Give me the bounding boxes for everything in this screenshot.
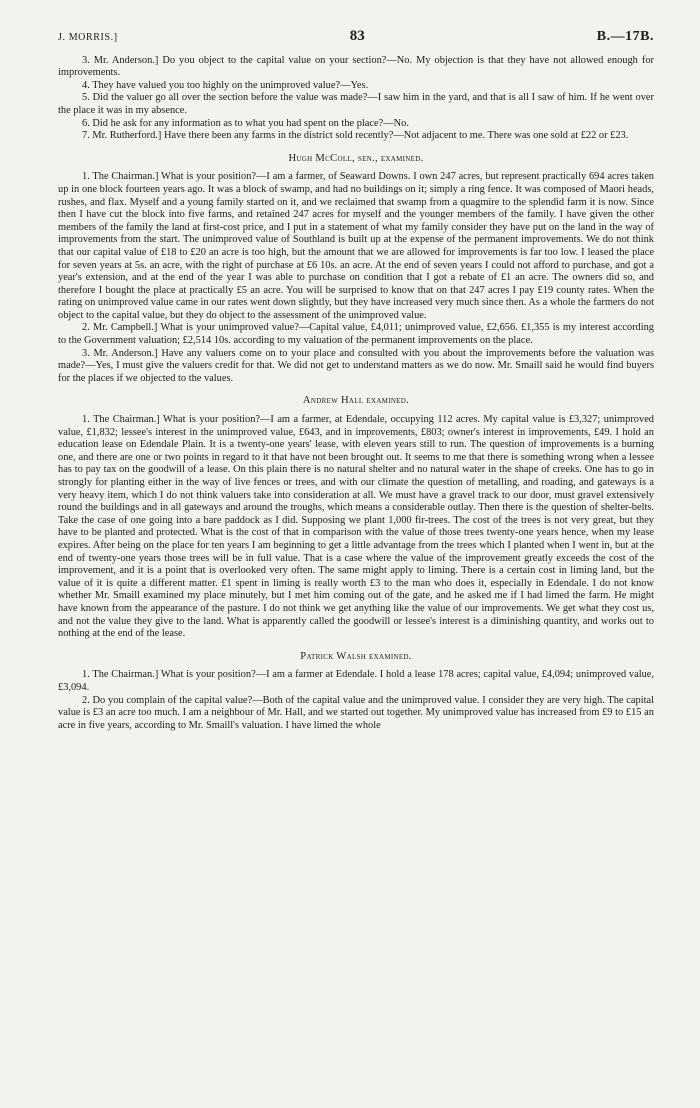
paragraph: 3. Mr. Anderson.] Do you object to the capital value on your section?—No. My objection is that they have not allowed enough for improvements. (58, 54, 654, 79)
paragraph: 6. Did he ask for any information as to what you had spent on the place?—No. (82, 117, 409, 129)
page-number: 83 (349, 28, 365, 44)
section-heading: Patrick Walsh examined. (300, 650, 412, 662)
paragraph: 7. Mr. Rutherford.] Have there been any farms in the district sold recently?—Not adjacent to me. There was one sold at £22 or £23. (82, 130, 629, 142)
paragraph: 2. Mr. Campbell.] What is your unimproved value?—Capital value, £4,011; unimproved value, £2,656. £1,355 is my interest according to the Government valuation; £2,514 10s. according to my valuation of the permanent improvements on the place. (58, 322, 654, 347)
paragraph: 3. Mr. Anderson.] Have any valuers come on to your place and consulted with you about the improvements before the valuation was made?—Yes, I must give the valuers credit for that. We did not get to understand matters as we do now. Mr. Smaill said he would find buyers for the places if we objected to the values. (58, 347, 654, 384)
paragraph: 4. They have valued you too highly on the unimproved value?—Yes. (82, 79, 369, 91)
section-continuation (58, 55, 654, 143)
paragraph: 1. The Chairman.] What is your position?—I am a farmer, of Seaward Downs. I own 247 acres, but represent practically 694 acres taken up in one block fourteen years ago. It was a block of swamp, and had no buildings on it; simply a ring fence. It was composed of Maori heads, rushes, and flax. Myself and a young family started on it, and we reclaimed that swamp from a quagmire to the splendid farm it is now. Since then I have cut the block into five farms, and retained 247 acres for myself and the younger members of the family. I have given the other members of the family the land at first-cost price, and I put in a statement of what my family consider they have put on the land in the way of improvements from the start. The unimproved value of Southland is built up at the expense of the permanent improvements. We do not think that our capital value of £18 to £20 an acre is too high, but the amount that we are allowed for improvements is far too low. I leased the place for seven years at 5s. an acre, with the right of purchase at £6 10s. an acre. At the end of seven years I could not afford to purchase, and got a year's extension, and at the end of the year I was able to purchase on condition that I got a rebate of £1 an acre. The owners did so, and therefore I bought the place at practically £5 an acre. You will be surprised to know that on that 247 acres I pay £19 county rates. When the rating on unimproved value came in our rates went down slightly, but they have increased very much since then. As a whole the farmers do not object to the capital value, but they do object to the assessment of the unimproved value. (58, 171, 654, 321)
section-patrick-walsh (58, 651, 654, 733)
section-heading: Andrew Hall examined. (302, 395, 410, 407)
header-witness-name: J. MORRIS.] (58, 32, 118, 43)
paragraph: 1. The Chairman.] What is your position?—I am a farmer at Edendale. I hold a lease 178 acres; capital value, £4,094; unimproved value, £3,094. (58, 669, 654, 693)
section-heading: Hugh McColl, sen., examined. (288, 152, 424, 164)
running-header (58, 30, 654, 45)
section-hugh-mccoll (58, 153, 654, 386)
document-reference: B.—17B. (596, 29, 654, 44)
paragraph: 5. Did the valuer go all over the section before the value was made?—I saw him in the yard, and that is all I saw of him. If he went over the place it was in my absence. (58, 92, 654, 116)
section-andrew-hall (58, 395, 654, 640)
paragraph: 2. Do you complain of the capital value?—Both of the capital value and the unimproved value. I consider they are very high. The capital value is £3 an acre too much. I am a neighbour of Mr. Hall, and we started out together. My unimproved value has increased from £9 to £15 an acre in five years, according to Mr. Smaill's valuation. I have limed the whole (58, 694, 654, 731)
paragraph: 1. The Chairman.] What is your position?—I am a farmer, at Edendale, occupying 112 acres. My capital value is £3,327; unimproved value, £1,832; lessee's interest in the unimproved value, £643, and in improvements, £803; owner's interest in improvements, £49. I hold an education lease on Edendale Plain. It is a twenty-one years' lease, with eleven years still to run. The question of improvements is a burning one, and there are one or two points in regard to it that have not been brought out. It seems to me that there is something wrong when a lessee has to pay tax on the goodwill of a lease. On this plain there is no natural shelter and no natural water in the shape of creeks. One has to go in strongly for planting either in the way of live fences or trees, and with our climate the question of metalling, and roading, and gateways is a very heavy item, which I do not think valuers take into consideration at all. We must have a gravel track to our door, must gravel extensively round the buildings and in all gateways and around the troughs, which means a considerable outlay. Then there is the question of shelter-belts. Take the case of one going into a bare paddock as I did. Supposing we plant 1,000 fir-trees. The cost of the trees is not very great, but they have to be planted and protected. What is the cost of that in comparison with the value of those trees twenty-one years hence, when my lease expires. After being on the place for ten years I am beginning to get a little advantage from the trees which I planted when I went in, but at the end of twenty-one years those trees will be in full value. That is a case where the value of the improvement greatly exceeds the cost of the improvement, and it is a point that is overlooked very often. The same might apply to liming. There is a certain cost in liming land, but the value of it is quite a different matter. £1 spent in liming is really worth £3 to the man who does it, especially in Edendale. I do not know whether Mr. Smaill examined my place minutely, but I met him coming out of the gate, and he asked me if I had limed the farm. He might have known from the appearance of the pasture. I do not think we get anything like the value of our improvements. We get what they cost us, and not the value they give to the land. What is apparently called the goodwill or lessee's interest is a diminishing quantity, and works out to nothing at the end of the lease. (58, 414, 654, 640)
